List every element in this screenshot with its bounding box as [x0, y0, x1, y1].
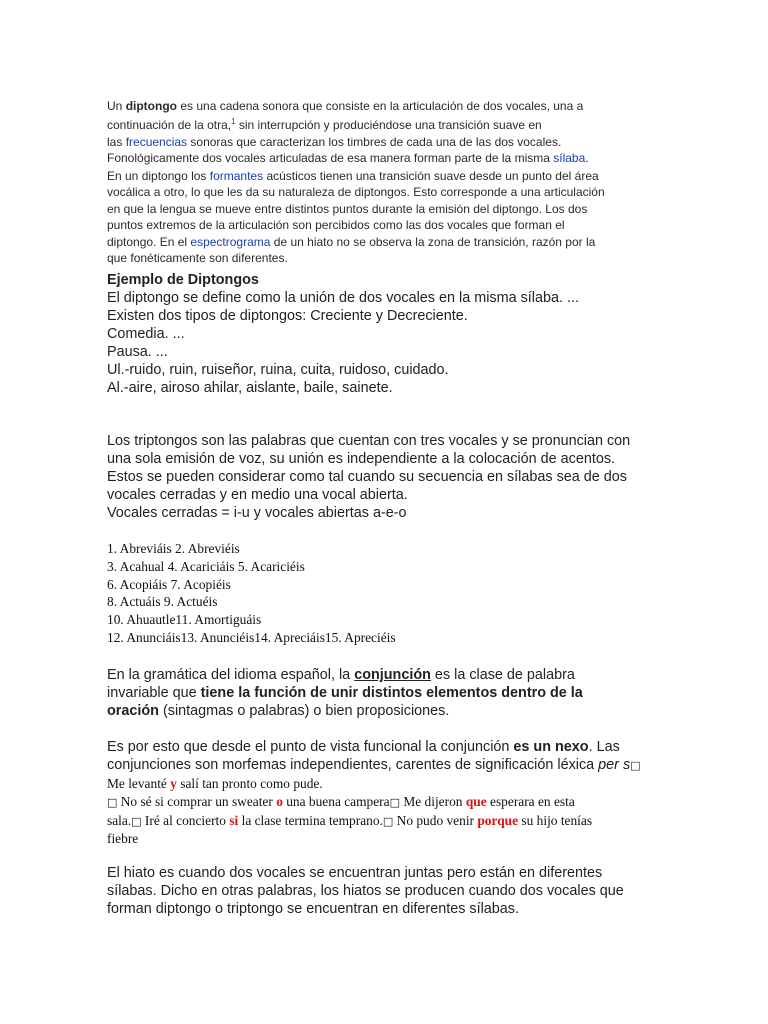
missing-glyph-icon: □	[107, 795, 118, 809]
bold-text: tiene la función de unir distintos elementos dentro de la	[200, 685, 583, 701]
italic-text: per s	[598, 757, 631, 773]
text-line: El diptongo se define como la unión de dos vocales en la misma sílaba. ...	[107, 290, 579, 306]
text: No pudo venir	[393, 812, 478, 828]
text: (sintagmas o palabras) o bien proposiciones.	[158, 703, 450, 719]
list-item: 3. Acahual 4. Acariciáis 5. Acariciéis	[107, 558, 305, 574]
text: invariable que	[107, 685, 201, 701]
text: diptongo. En el	[107, 234, 191, 249]
diptongo-definition-paragraph	[107, 98, 647, 167]
text-line: Vocales cerradas = i-u y vocales abiertas a-e-o	[107, 505, 407, 521]
text: esperara en esta	[486, 793, 575, 809]
text-line: Comedia. ...	[107, 326, 185, 342]
nexo-section	[107, 738, 667, 848]
text: conjunciones son morfemas independientes, carentes de significación léxica	[107, 757, 599, 773]
text: sin interrupción y produciéndose una transición suave en	[235, 118, 542, 133]
missing-glyph-icon: □	[382, 814, 394, 828]
text-line: Los triptongos son las palabras que cuentan con tres vocales y se pronuncian con	[107, 433, 631, 449]
list-item: 8. Actuáis 9. Actuéis	[107, 594, 218, 610]
text-line: una sola emisión de voz, su unión es independiente a la colocación de acentos.	[107, 451, 616, 467]
footnote-link[interactable]: 1	[231, 117, 236, 127]
text: salí tan pronto como pude.	[176, 776, 323, 791]
text: . Las	[588, 739, 620, 755]
hiato-paragraph	[107, 864, 667, 918]
text-line: Ul.-ruido, ruin, ruiseñor, ruina, cuita, ruidoso, cuidado.	[107, 362, 449, 378]
text-line: puntos extremos de la articulación son percibidos como las dos vocales que forman el	[107, 218, 565, 233]
text-line: Existen dos tipos de diptongos: Creciente y Decreciente.	[107, 308, 468, 324]
bold-text: oración	[107, 703, 159, 719]
text: una buena campera	[282, 793, 390, 809]
text: las	[107, 134, 126, 149]
text: En un diptongo los	[107, 169, 210, 183]
text: .	[585, 151, 589, 166]
text: Un	[107, 99, 126, 113]
text: de un hiato no se observa la zona de transición, razón por la	[270, 234, 596, 249]
missing-glyph-icon: □	[131, 814, 142, 828]
text: continuación de la otra,	[107, 118, 232, 133]
text: Fonológicamente dos vocales articuladas de esa manera forman parte de la misma	[107, 151, 554, 166]
text-line: sílabas. Dicho en otras palabras, los hiatos se producen cuando dos vocales que	[107, 883, 624, 899]
text: Me dijeron	[400, 793, 466, 809]
link-formantes[interactable]: formantes	[209, 169, 264, 183]
highlight-conjunction: o	[276, 793, 283, 809]
text: sala.	[107, 812, 132, 828]
text: su hijo tenías	[518, 812, 593, 828]
text-line: en que la lengua se mueve entre distintos puntos durante la emisión del diptongo. Los dos	[107, 201, 588, 216]
conjuncion-paragraph	[107, 666, 667, 720]
highlight-conjunction: y	[170, 776, 177, 791]
triptongos-paragraph	[107, 432, 667, 522]
text-line: vocálica a otro, lo que les da su naturaleza de diptongos. Esto corresponde a una articulación	[107, 185, 605, 200]
highlight-conjunction: porque	[477, 812, 519, 828]
link-frecuencias[interactable]: frecuencias	[125, 134, 188, 149]
link-espectrograma[interactable]: espectrograma	[190, 234, 271, 249]
text: es una cadena sonora que consiste en la articulación de dos vocales, una a	[177, 99, 584, 113]
text: es la clase de palabra	[430, 667, 575, 683]
text: En la gramática del idioma español, la	[107, 667, 355, 683]
term-diptongo: diptongo	[125, 99, 177, 113]
text-line: Pausa. ...	[107, 344, 168, 360]
text: acústicos tienen una transición suave desde un punto del área	[263, 169, 599, 183]
formantes-paragraph	[107, 168, 647, 266]
text-line: Al.-aire, airoso ahilar, aislante, baile, sainete.	[107, 380, 393, 396]
text-line: que fonéticamente son diferentes.	[107, 251, 288, 266]
text: sonoras que caracterizan los timbres de cada una de las dos vocales.	[187, 134, 562, 149]
missing-glyph-icon: □	[389, 795, 400, 809]
triptongo-word-list	[107, 540, 667, 647]
text: Iré al concierto	[141, 812, 230, 828]
text-line: forman diptongo o triptongo se encuentran en diferentes sílabas.	[107, 901, 520, 917]
section-heading: Ejemplo de Diptongos	[107, 272, 259, 288]
list-item: 10. Ahuautle11. Amortiguáis	[107, 612, 262, 628]
text-line: vocales cerradas y en medio una vocal abierta.	[107, 487, 408, 503]
term-conjuncion[interactable]: conjunción	[354, 667, 431, 683]
list-item: 6. Acopiáis 7. Acopiéis	[107, 576, 231, 592]
text: Es por esto que desde el punto de vista funcional la conjunción	[107, 739, 514, 755]
text: Me levanté	[107, 776, 171, 791]
text-line: Estos se pueden considerar como tal cuando su secuencia en sílabas sea de dos	[107, 469, 627, 485]
text: No sé si comprar un sweater	[117, 793, 277, 809]
missing-glyph-icon: □	[630, 759, 641, 772]
list-item: 1. Abreviáis 2. Abreviéis	[107, 541, 240, 556]
text: la clase termina temprano.	[238, 812, 383, 828]
highlight-conjunction: si	[229, 812, 239, 828]
link-silaba[interactable]: sílaba	[553, 151, 586, 166]
ejemplo-diptongos-section	[107, 271, 667, 397]
text-line: El hiato es cuando dos vocales se encuentran juntas pero están en diferentes	[107, 865, 603, 881]
text-line: fiebre	[107, 831, 139, 847]
highlight-conjunction: que	[465, 793, 487, 809]
list-item: 12. Anunciáis13. Anunciéis14. Apreciáis15. Apreciéis	[107, 629, 396, 645]
bold-text: es un nexo	[513, 739, 589, 755]
